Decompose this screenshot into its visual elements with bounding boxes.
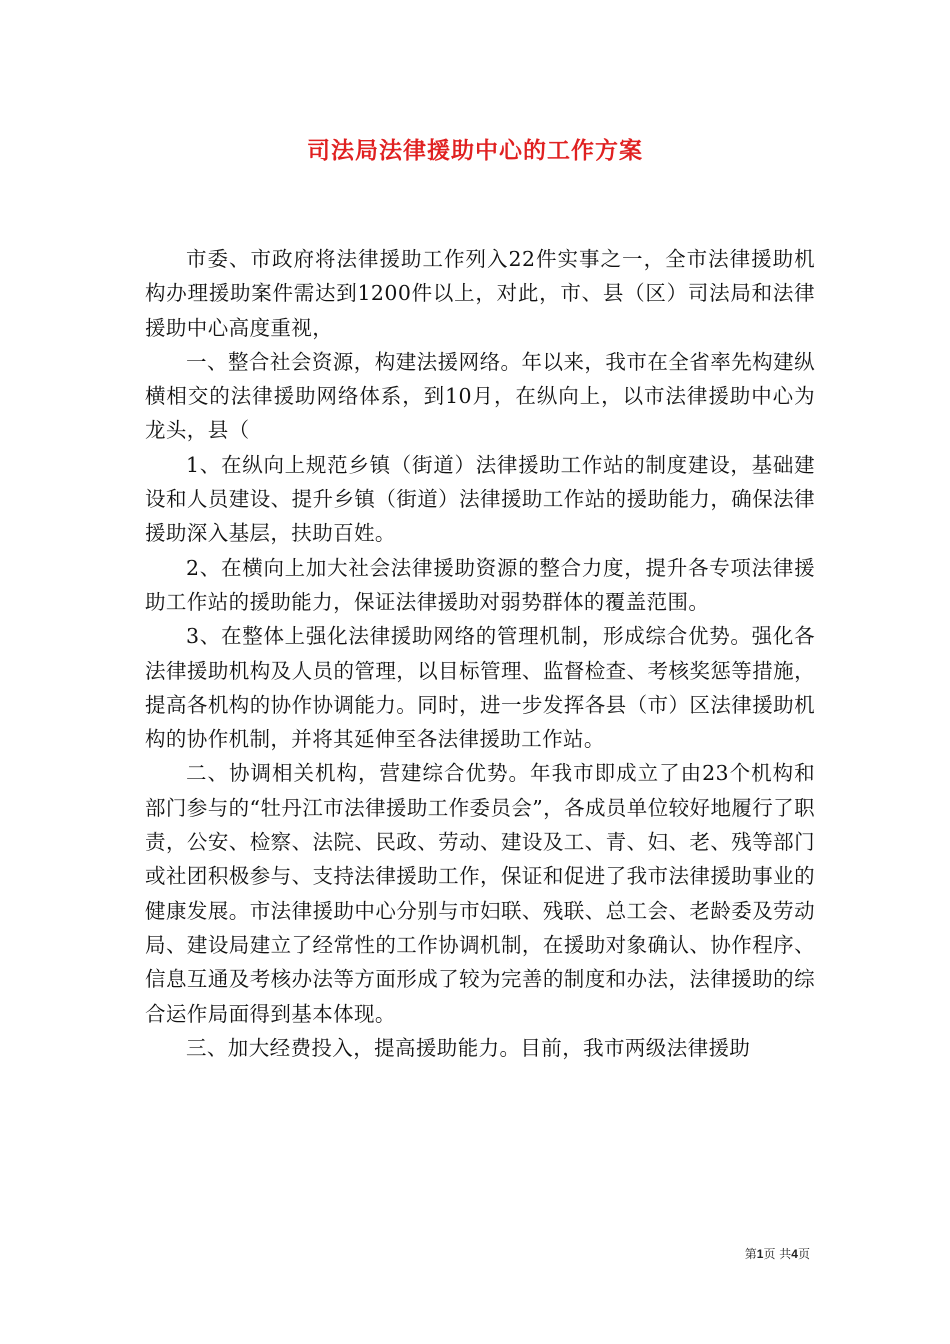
paragraph-section-2: 二、协调相关机构，营建综合优势。年我市即成立了由23个机构和部门参与的“牡丹江市法律援助工作委员会”，各成员单位较好地履行了职责，公安、检察、法院、民政、劳动、建设及工、青、妇、老、残等部门或社团积极参与、支持法律援助工作，保证和促进了我市法律援助事业的健康发展。市法律援助中心分别与市妇联、残联、总工会、老龄委及劳动局、建设局建立了经常性的工作协调机制，在援助对象确认、协作程序、信息互通及考核办法等方面形成了较为完善的制度和办法，法律援助的综合运作局面得到基本体现。 — [145, 761, 815, 1026]
footer-total-pages: 4 — [791, 1247, 798, 1261]
document-title: 司法局法律援助中心的工作方案 — [307, 138, 643, 164]
paragraph-item-2: 2、在横向上加大社会法律援助资源的整合力度，提升各专项法律援助工作站的援助能力，保证法律援助对弱势群体的覆盖范围。 — [145, 555, 815, 614]
paragraph-intro: 市委、市政府将法律援助工作列入22件实事之一，全市法律援助机构办理援助案件需达到1200件以上，对此，市、县（区）司法局和法律援助中心高度重视， — [145, 247, 815, 340]
paragraph-item-3: 3、在整体上强化法律援助网络的管理机制，形成综合优势。强化各法律援助机构及人员的管理，以目标管理、监督检查、考核奖惩等措施，提高各机构的协作协调能力。同时，进一步发挥各县（市）区法律援助机构的协作机制，并将其延伸至各法律援助工作站。 — [145, 624, 815, 752]
document-body — [145, 242, 815, 1065]
footer-page-number: 1 — [756, 1247, 764, 1261]
footer-suffix: 页 — [797, 1247, 810, 1261]
footer-prefix: 第 — [744, 1247, 757, 1261]
paragraph-section-1: 一、整合社会资源，构建法援网络。年以来，我市在全省率先构建纵横相交的法律援助网络体系，到10月，在纵向上，以市法律援助中心为龙头，县（ — [145, 349, 815, 443]
paragraph-section-3: 三、加大经费投入，提高援助能力。目前，我市两级法律援助 — [186, 1035, 751, 1060]
page-footer — [660, 1245, 810, 1262]
paragraph-item-1: 1、在纵向上规范乡镇（街道）法律援助工作站的制度建设，基础建设和人员建设、提升乡镇（街道）法律援助工作站的援助能力，确保法律援助深入基层，扶助百姓。 — [145, 452, 815, 546]
footer-middle: 页 共 — [763, 1247, 792, 1261]
